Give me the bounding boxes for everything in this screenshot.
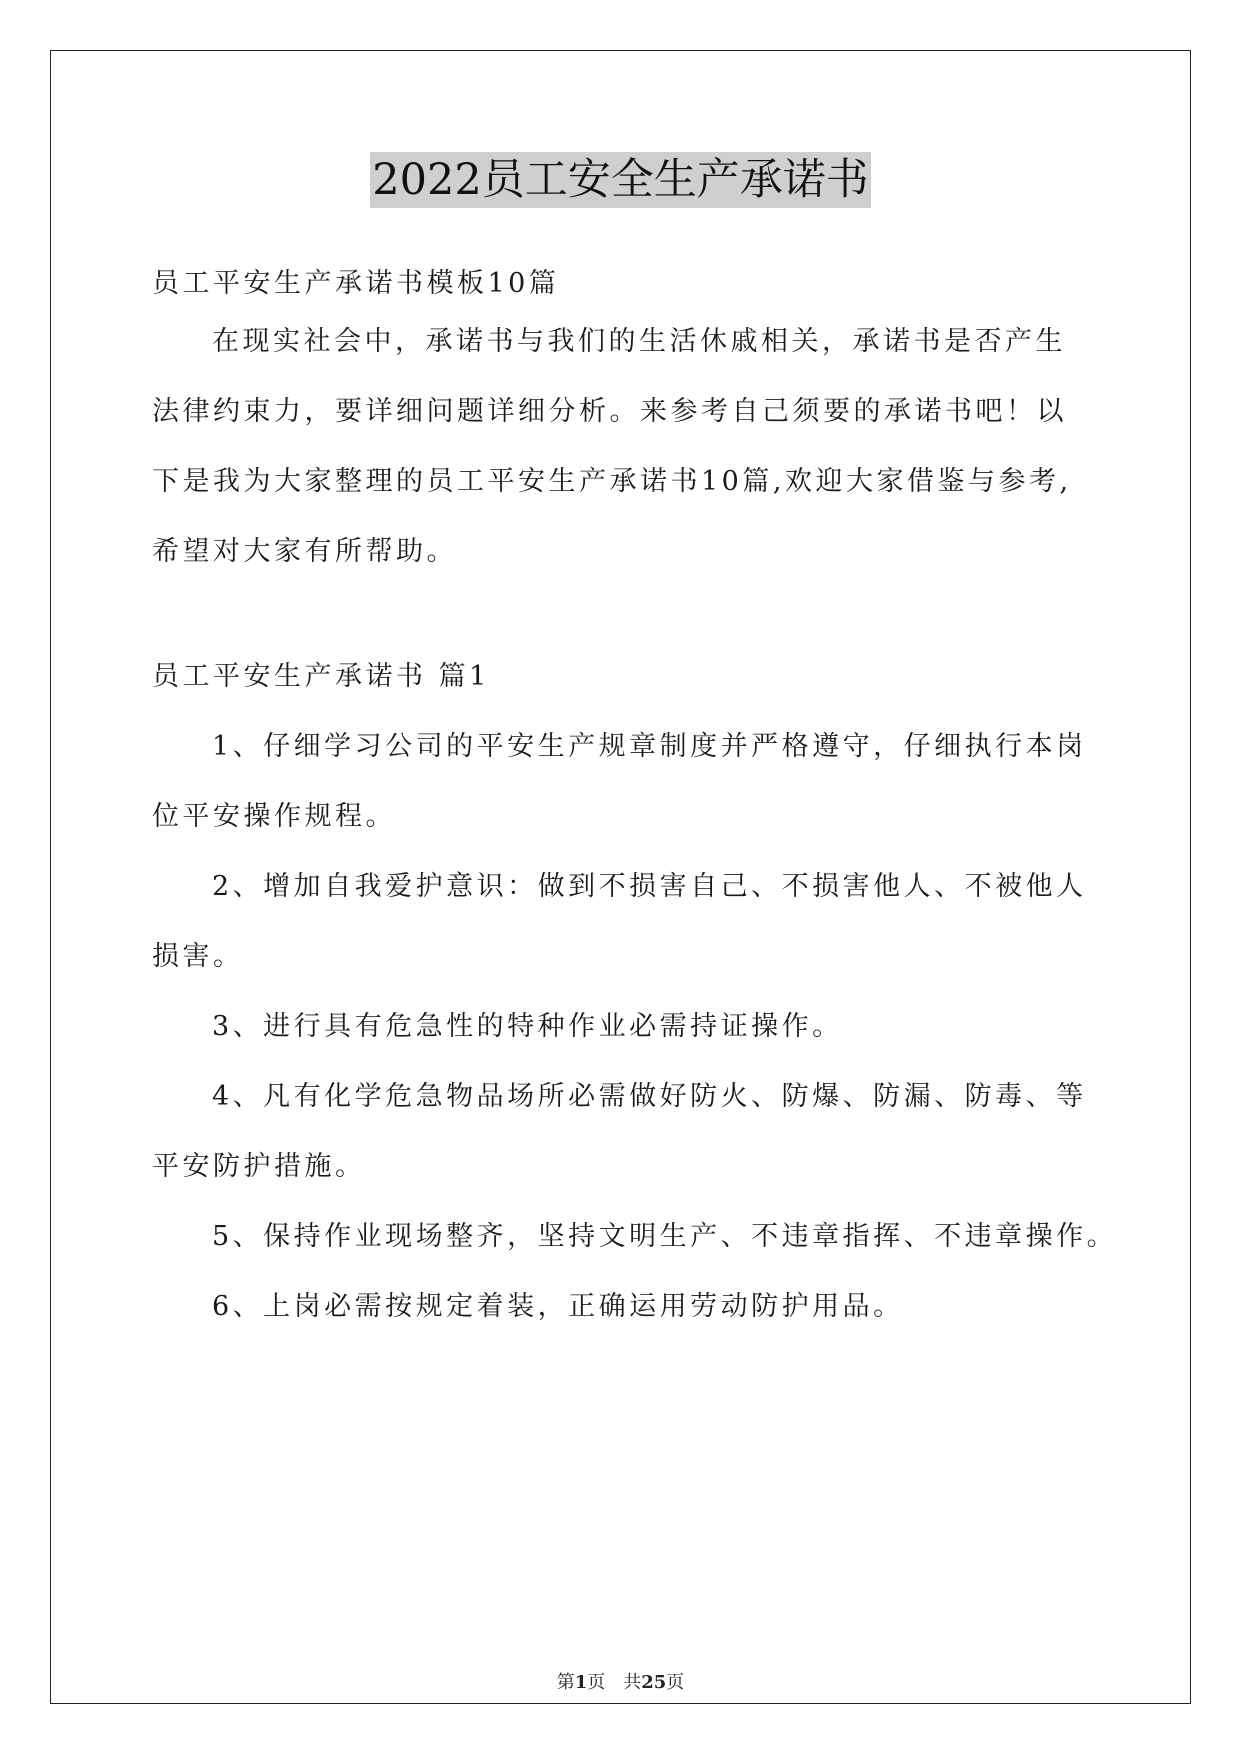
intro-line-4: 希望对大家有所帮助。 (152, 536, 457, 567)
section-heading: 员工平安生产承诺书 篇1 (152, 661, 490, 692)
item-line-2: 位平安操作规程。 (152, 801, 396, 832)
footer-page-number: 1 (574, 1672, 588, 1693)
footer-total-suffix: 页 (666, 1672, 685, 1693)
document-title: 2022员工安全生产承诺书 (370, 152, 870, 208)
item-line-3: 2、增加自我爱护意识：做到不损害自己、不损害他人、不被他人 (212, 871, 1087, 902)
item-line-4: 损害。 (152, 941, 244, 972)
intro-line-1: 在现实社会中，承诺书与我们的生活休戚相关，承诺书是否产生 (212, 326, 1066, 357)
item-line-6: 4、凡有化学危急物品场所必需做好防火、防爆、防漏、防毒、等 (212, 1081, 1087, 1112)
footer-page-suffix: 页 (587, 1672, 606, 1693)
intro-line-2: 法律约束力，要详细问题详细分析。来参考自己须要的承诺书吧！以 (152, 396, 1067, 427)
item-line-8: 5、保持作业现场整齐，坚持文明生产、不违章指挥、不违章操作。 (212, 1221, 1118, 1252)
item-line-1: 1、仔细学习公司的平安生产规章制度并严格遵守，仔细执行本岗 (212, 731, 1087, 762)
footer-total-prefix: 共 (623, 1672, 642, 1693)
item-line-7: 平安防护措施。 (152, 1151, 366, 1182)
document-subtitle: 员工平安生产承诺书模板10篇 (152, 268, 560, 299)
item-line-5: 3、进行具有危急性的特种作业必需持证操作。 (212, 1011, 843, 1042)
page-footer (0, 1671, 1241, 1695)
footer-total-pages: 25 (641, 1672, 667, 1693)
item-line-9: 6、上岗必需按规定着装，正确运用劳动防护用品。 (212, 1291, 904, 1322)
title-container (0, 152, 1241, 208)
footer-page-prefix: 第 (556, 1672, 575, 1693)
intro-line-3: 下是我为大家整理的员工平安生产承诺书10篇,欢迎大家借鉴与参考, (152, 466, 1072, 497)
